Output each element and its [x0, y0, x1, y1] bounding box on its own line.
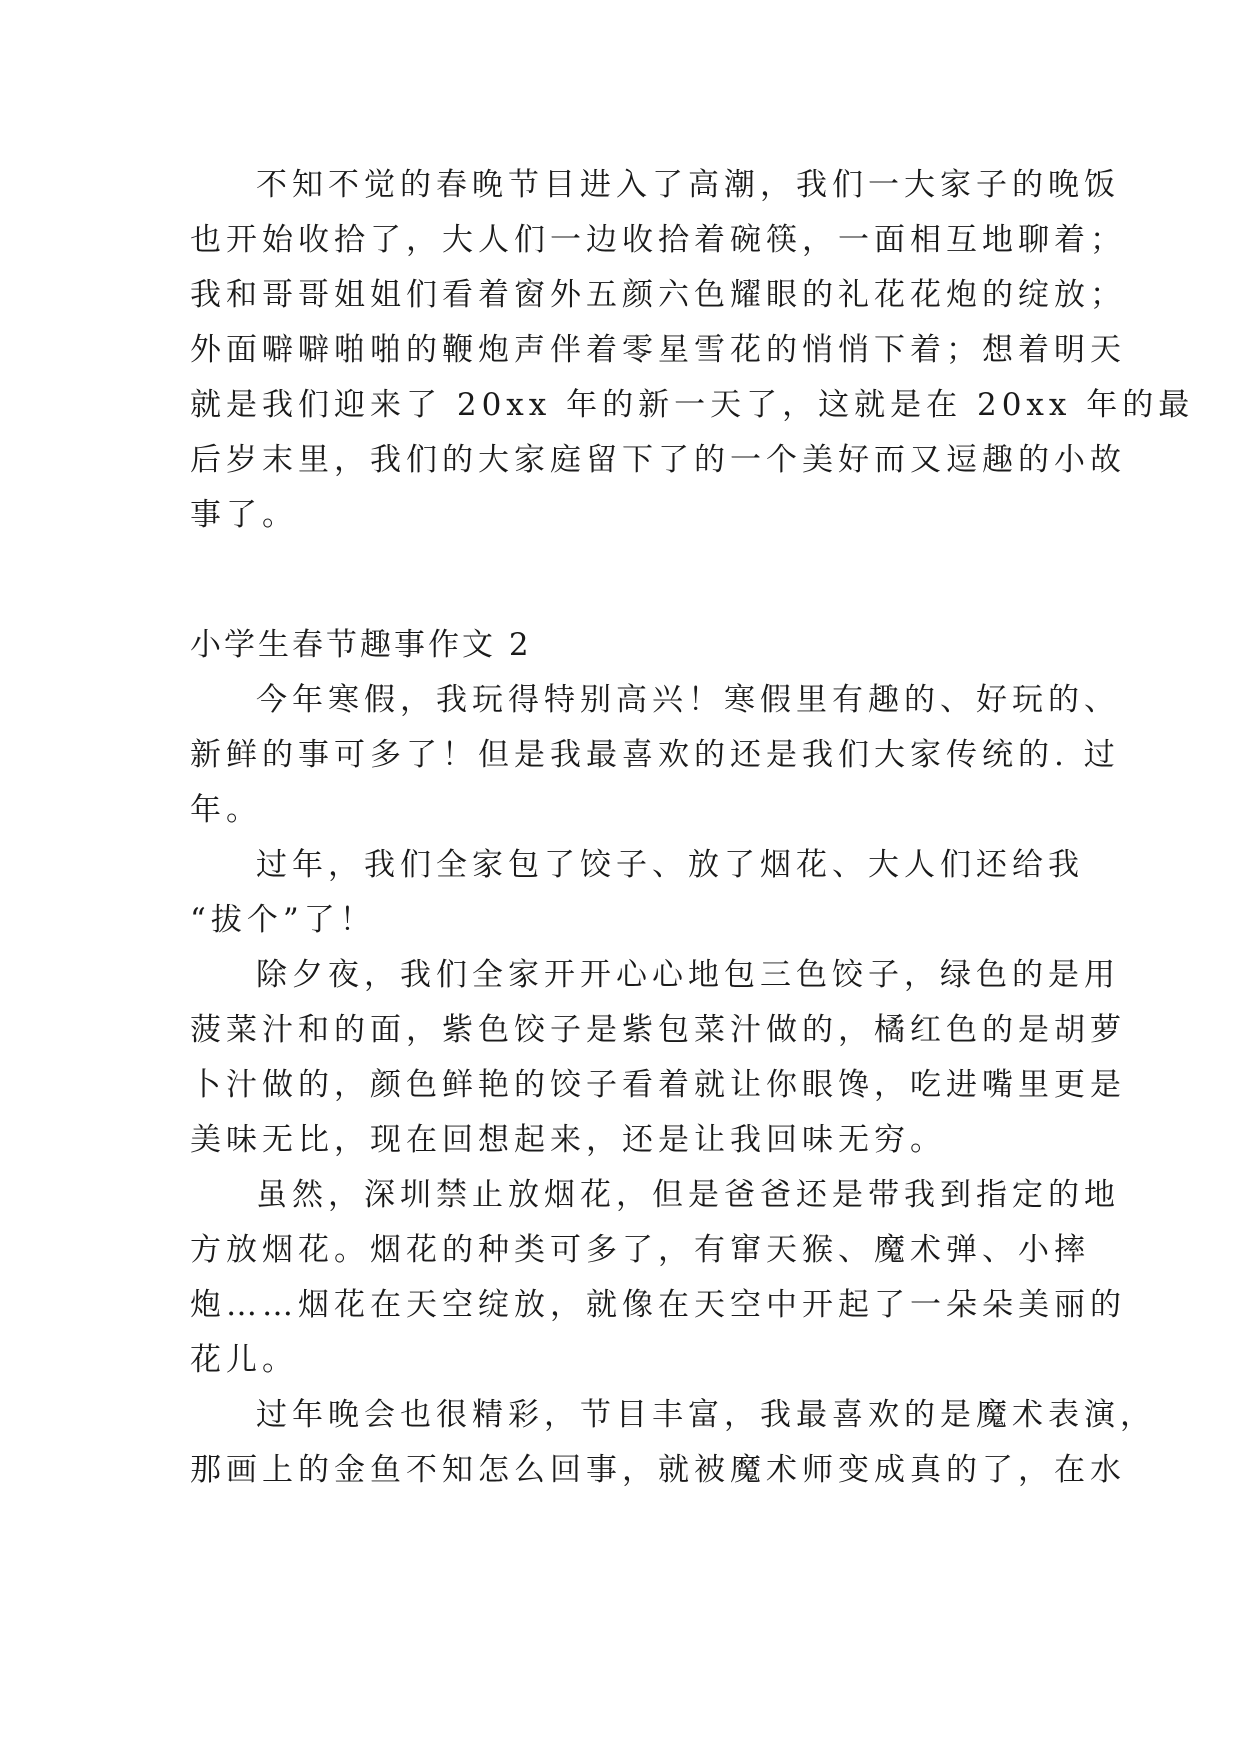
paragraph-4-line: 菠菜汁和的面，紫色饺子是紫包菜汁做的，橘红色的是胡萝	[190, 1012, 1126, 1048]
paragraph-1-line: 外面噼噼啪啪的鞭炮声伴着零星雪花的悄悄下着；想着明天	[190, 332, 1126, 368]
paragraph-1-line: 不知不觉的春晚节目进入了高潮，我们一大家子的晚饭	[256, 167, 1120, 203]
paragraph-5-line: 方放烟花。烟花的种类可多了，有窜天猴、魔术弹、小摔	[190, 1232, 1090, 1268]
section-heading: 小学生春节趣事作文 2	[190, 627, 532, 663]
paragraph-4-line: 美味无比，现在回想起来，还是让我回味无穷。	[190, 1122, 946, 1158]
paragraph-1-line: 就是我们迎来了 20xx 年的新一天了，这就是在 20xx 年的最	[190, 387, 1195, 423]
paragraph-2-line: 今年寒假，我玩得特别高兴！寒假里有趣的、好玩的、	[256, 682, 1120, 718]
paragraph-6-line: 过年晚会也很精彩，节目丰富，我最喜欢的是魔术表演，	[256, 1397, 1156, 1433]
paragraph-5-line: 虽然，深圳禁止放烟花，但是爸爸还是带我到指定的地	[256, 1177, 1120, 1213]
paragraph-1-line: 我和哥哥姐姐们看着窗外五颜六色耀眼的礼花花炮的绽放；	[190, 277, 1126, 313]
paragraph-1-line: 后岁末里，我们的大家庭留下了的一个美好而又逗趣的小故	[190, 442, 1126, 478]
paragraph-3-line: 过年，我们全家包了饺子、放了烟花、大人们还给我	[256, 847, 1084, 883]
paragraph-3-line: “拔个”了！	[190, 902, 376, 938]
paragraph-2-line: 年。	[190, 792, 262, 828]
paragraph-5-line: 花儿。	[190, 1342, 298, 1378]
paragraph-6-line: 那画上的金鱼不知怎么回事，就被魔术师变成真的了，在水	[190, 1452, 1126, 1488]
paragraph-2-line: 新鲜的事可多了！但是我最喜欢的还是我们大家传统的. 过	[190, 737, 1120, 773]
paragraph-1-line: 也开始收拾了，大人们一边收拾着碗筷，一面相互地聊着；	[190, 222, 1126, 258]
paragraph-5-line: 炮……烟花在天空绽放，就像在天空中开起了一朵朵美丽的	[190, 1287, 1126, 1323]
paragraph-4-line: 除夕夜，我们全家开开心心地包三色饺子，绿色的是用	[256, 957, 1120, 993]
paragraph-1-line: 事了。	[190, 497, 298, 533]
paragraph-4-line: 卜汁做的，颜色鲜艳的饺子看着就让你眼馋，吃进嘴里更是	[190, 1067, 1126, 1103]
